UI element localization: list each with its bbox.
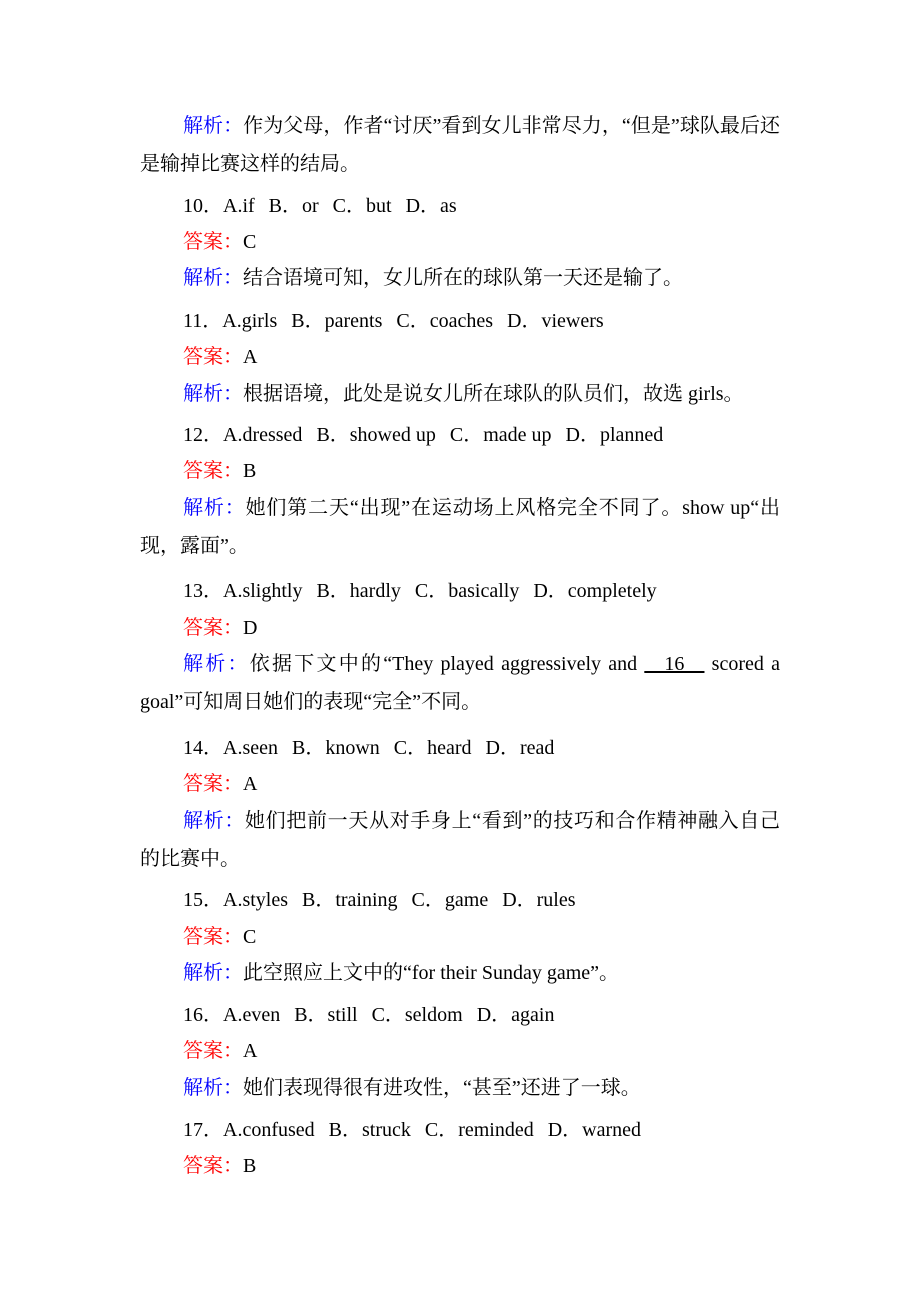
analysis-label: 解析：	[183, 497, 246, 519]
option: B．parents	[291, 310, 383, 332]
option: D．again	[476, 1004, 555, 1026]
option: B．hardly	[316, 580, 401, 602]
analysis-label: 解析：	[183, 810, 245, 832]
answer-line	[140, 230, 780, 254]
analysis-text: 结合语境可知，女儿所在的球队第一天还是输了。	[243, 267, 683, 289]
option: C．basically	[414, 580, 520, 602]
intro-analysis	[140, 107, 780, 183]
option: A.dressed	[223, 424, 303, 446]
answer-label: 答案：	[183, 1155, 243, 1177]
answer-line	[140, 1154, 780, 1178]
question-number: 10．	[183, 195, 223, 217]
question-line	[140, 888, 780, 912]
analysis-label: 解析：	[183, 1077, 243, 1099]
option: A.even	[223, 1004, 281, 1026]
option: D．planned	[565, 424, 664, 446]
analysis-label: 解析：	[183, 653, 250, 675]
analysis-label: 解析：	[183, 383, 243, 405]
option: C．coaches	[396, 310, 493, 332]
answer-value: A	[243, 773, 258, 795]
answer-label: 答案：	[183, 346, 243, 368]
option: A.seen	[223, 737, 278, 759]
analysis	[140, 489, 780, 565]
analysis-text: 根据语境，此处是说女儿所在球队的队员们，故选 girls。	[243, 383, 744, 405]
analysis	[140, 802, 780, 878]
analysis-label: 解析：	[183, 267, 243, 289]
question-line	[140, 423, 780, 447]
question-line	[140, 579, 780, 603]
answer-value: B	[243, 460, 257, 482]
answer-line	[140, 772, 780, 796]
question-number: 12．	[183, 424, 223, 446]
analysis-text: scored a goal”可知周日她们的表现“完全”不同。	[140, 653, 781, 713]
option: D．rules	[502, 889, 576, 911]
answer-label: 答案：	[183, 926, 243, 948]
analysis	[140, 961, 780, 985]
option: C．made up	[449, 424, 552, 446]
option: A.if	[223, 195, 255, 217]
answer-value: C	[243, 926, 257, 948]
option: C．heard	[393, 737, 472, 759]
option: A.styles	[223, 889, 288, 911]
answer-label: 答案：	[183, 460, 243, 482]
answer-value: A	[243, 1040, 258, 1062]
option: D．as	[405, 195, 457, 217]
analysis-text: 她们把前一天从对手身上“看到”的技巧和合作精神融入自己的比赛中。	[140, 810, 780, 870]
option: B．still	[294, 1004, 358, 1026]
question-number: 11．	[183, 310, 223, 332]
analysis	[140, 266, 780, 290]
option: D．completely	[533, 580, 657, 602]
answer-label: 答案：	[183, 617, 243, 639]
question-number: 13．	[183, 580, 223, 602]
analysis-text: 她们表现得很有进攻性，“甚至”还进了一球。	[243, 1077, 641, 1099]
option: A.girls	[222, 310, 278, 332]
option: B．struck	[328, 1119, 411, 1141]
analysis	[140, 382, 780, 406]
answer-label: 答案：	[183, 231, 243, 253]
option: A.confused	[223, 1119, 315, 1141]
answer-line	[140, 925, 780, 949]
question-line	[140, 1003, 780, 1027]
option: B．training	[302, 889, 398, 911]
option: C．but	[332, 195, 392, 217]
option: C．game	[411, 889, 489, 911]
option: D．viewers	[507, 310, 604, 332]
option: D．warned	[547, 1119, 642, 1141]
question-number: 15．	[183, 889, 223, 911]
analysis-label: 解析：	[183, 115, 244, 137]
answer-label: 答案：	[183, 1040, 243, 1062]
option: A.slightly	[223, 580, 303, 602]
option: B．or	[268, 195, 319, 217]
answer-value: A	[243, 346, 258, 368]
answer-value: D	[243, 617, 258, 639]
analysis-label: 解析：	[183, 962, 243, 984]
option: C．seldom	[371, 1004, 463, 1026]
question-number: 16．	[183, 1004, 223, 1026]
option: B．known	[291, 737, 380, 759]
question-number: 17．	[183, 1119, 223, 1141]
answer-line	[140, 1039, 780, 1063]
question-number: 14．	[183, 737, 223, 759]
question-line	[140, 736, 780, 760]
blank-16: __16__	[644, 653, 705, 675]
option: B．showed up	[316, 424, 436, 446]
option: D．read	[485, 737, 555, 759]
answer-value: B	[243, 1155, 257, 1177]
answer-line	[140, 345, 780, 369]
question-line	[140, 194, 780, 218]
analysis	[140, 1076, 780, 1100]
analysis-text: 依据下文中的“They played aggressively and	[249, 653, 645, 675]
answer-line	[140, 459, 780, 483]
question-line	[140, 1118, 780, 1142]
analysis-text: 作为父母，作者“讨厌”看到女儿非常尽力，“但是”球队最后还是输掉比赛这样的结局。	[140, 115, 781, 175]
analysis-text: 此空照应上文中的“for their Sunday game”。	[243, 962, 620, 984]
answer-label: 答案：	[183, 773, 243, 795]
analysis	[140, 645, 780, 721]
question-line	[140, 309, 780, 333]
answer-line	[140, 616, 780, 640]
option: C．reminded	[424, 1119, 534, 1141]
answer-value: C	[243, 231, 257, 253]
analysis-text: 她们第二天“出现”在运动场上风格完全不同了。show up“出现，露面”。	[140, 497, 781, 557]
